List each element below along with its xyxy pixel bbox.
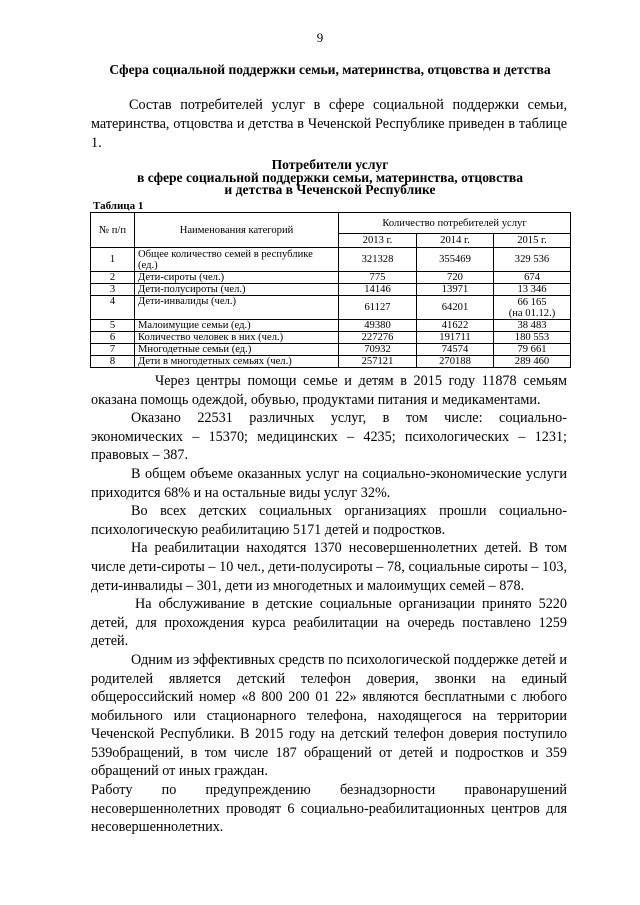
row-category: Дети в многодетных семьях (чел.) [135,356,339,368]
value-2015-note: (на 01.12.) [508,307,556,319]
header-year: 2013 г. [339,234,417,248]
row-category: Дети-сироты (чел.) [135,272,339,284]
row-category: Дети-инвалиды (чел.) [135,296,339,320]
value-2015: 38 483 [494,320,571,332]
value-2015: 13 346 [494,284,571,296]
table-heading-line: и детства в Чеченской Республике [224,182,436,197]
row-number: 4 [91,296,135,320]
value-2015-number: 66 165 [517,296,547,308]
row-category: Количество человек в них (чел.) [135,332,339,344]
paragraph: Одним из эффективных средств по психологической поддержке детей и родителей является детский телефон доверия, звонки на единый общероссийский номер «8 800 200 01 22» являются бесплатными с любого мобильного или стационарного телефона, находящегося на территории Чеченской Республики. В 2015 году на детский телефон доверия поступило 539обращений, в том числе 187 обращений от детей и подростков и 359 обращений от иных граждан. [91,651,567,780]
table-row [91,272,571,284]
table-row [91,320,571,332]
value-2013: 61127 [339,296,417,320]
value-2015: 180 553 [494,332,571,344]
value-2013: 70932 [339,344,417,356]
row-number: 8 [91,356,135,368]
value-2013: 257121 [339,356,417,368]
row-category: Дети-полусироты (чел.) [135,284,339,296]
header-number: № п/п [91,213,135,248]
value-2014: 13971 [417,284,494,296]
header-year: 2014 г. [417,234,494,248]
intro-text: Состав потребителей услуг в сфере социальной поддержки семьи, материнства, отцовства и детства в Чеченской Республике приведен в таблице 1. [91,97,567,151]
table-caption: Таблица 1 [93,200,144,212]
value-2015: 329 536 [494,248,571,272]
value-2014: 270188 [417,356,494,368]
paragraph: Работу по предупреждению безнадзорности правонарушений несовершеннолетних проводят 6 социально-реабилитационных центров для несовершеннолетних. [91,782,567,836]
value-2015: 79 661 [494,344,571,356]
value-2014: 41622 [417,320,494,332]
header-category: Наименования категорий [135,213,339,248]
paragraph: Через центры помощи семье и детям в 2015 году 11878 семьям оказана помощь одеждой, обувью, продуктами питания и медикаментами. [91,373,567,408]
value-2013: 14146 [339,284,417,296]
value-2013: 49380 [339,320,417,332]
value-2014: 64201 [417,296,494,320]
value-2014: 720 [417,272,494,284]
value-2015 [494,296,571,320]
row-number: 1 [91,248,135,272]
body-text [91,372,567,837]
table-heading [90,159,570,197]
intro-paragraph [91,96,567,153]
value-2013: 321328 [339,248,417,272]
row-number: 2 [91,272,135,284]
value-2014: 355469 [417,248,494,272]
value-2013: 775 [339,272,417,284]
header-consumers-count: Количество потребителей услуг [339,213,571,234]
table-row [91,344,571,356]
value-2014: 191711 [417,332,494,344]
row-number: 7 [91,344,135,356]
row-category: Многодетные семьи (ед.) [135,344,339,356]
header-year: 2015 г. [494,234,571,248]
page-number: 9 [316,30,324,45]
table-row [91,284,571,296]
row-number: 6 [91,332,135,344]
row-number: 3 [91,284,135,296]
table-row [91,332,571,344]
table-heading-line: Потребители услуг [271,157,389,172]
value-2014: 74574 [417,344,494,356]
section-title: Сфера социальной поддержки семьи, материнства, отцовства и детства [109,62,551,77]
table-heading-line: в сфере социальной поддержки семьи, материнства, отцовства [136,169,524,185]
row-category: Общее количество семей в республике (ед.) [135,248,339,272]
value-2013: 227276 [339,332,417,344]
value-2015: 289 460 [494,356,571,368]
paragraph: На обслуживание в детские социальные организации принято 5220 детей, для прохождения курса реабилитации на очередь поставлено 1259 детей. [91,596,567,650]
paragraph: Оказано 22531 различных услуг, в том числе: социально-экономических – 15370; медицинских – 4235; психологических – 1231; правовых – 387. [91,410,567,464]
table-row [91,356,571,368]
value-2015: 674 [494,272,571,284]
paragraph: На реабилитации находятся 1370 несовершеннолетних детей. В том числе дети-сироты – 10 чел., дети-полусироты – 78, социальные сироты – 103, дети-инвалиды – 301, дети из многодетных и малоимущих семей – 878. [91,540,567,594]
table-row [91,296,571,320]
paragraph: Во всех детских социальных организациях прошли социально-психологическую реабилитацию 5171 детей и подростков. [91,503,567,538]
row-category: Малоимущие семьи (ед.) [135,320,339,332]
row-number: 5 [91,320,135,332]
consumers-table [90,212,571,368]
paragraph: В общем объеме оказанных услуг на социально-экономические услуги приходится 68% и на остальные виды услуг 32%. [91,465,567,501]
table-row [91,248,571,272]
